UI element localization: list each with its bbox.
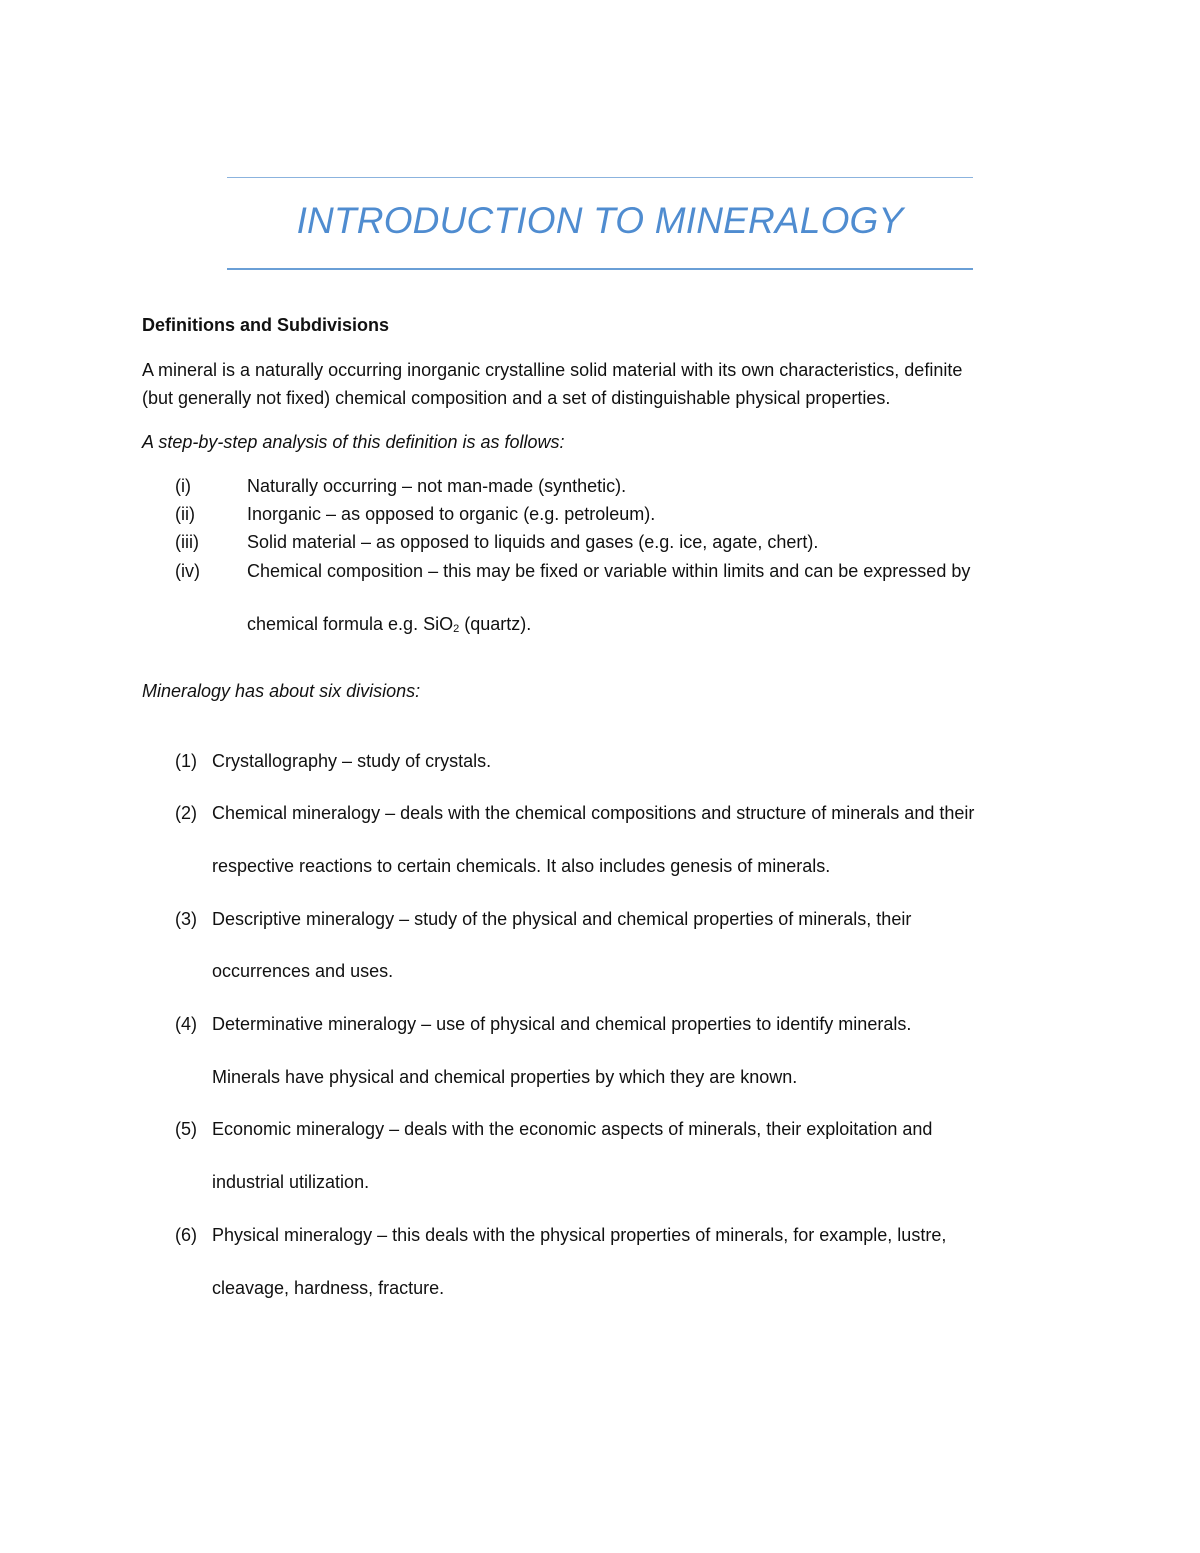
formula-suffix: (quartz). <box>459 614 532 634</box>
division-line: Crystallography – study of crystals. <box>212 751 492 771</box>
analysis-item-text: Chemical composition – this may be fixed or variable within limits and can be expressed by <box>247 561 971 581</box>
analysis-item-continuation <box>247 613 531 640</box>
analysis-item-label: (iii) <box>175 532 199 552</box>
division-label: (3) <box>175 909 197 929</box>
title-bottom-rule <box>227 268 973 270</box>
division-line: Determinative mineralogy – use of physical and chemical properties to identify minerals. <box>212 1014 912 1034</box>
divisions-intro: Mineralogy has about six divisions: <box>142 681 421 701</box>
division-label: (2) <box>175 803 197 823</box>
title-top-rule <box>227 177 973 178</box>
analysis-item-label: (iv) <box>175 561 200 581</box>
division-line-continued: respective reactions to certain chemicals. It also includes genesis of minerals. <box>212 856 831 876</box>
formula-subscript: 2 <box>453 623 460 635</box>
analysis-item-text: Solid material – as opposed to liquids and gases (e.g. ice, agate, chert). <box>247 532 819 552</box>
division-line-continued: occurrences and uses. <box>212 961 394 981</box>
section-heading: Definitions and Subdivisions <box>142 315 390 335</box>
division-label: (4) <box>175 1014 197 1034</box>
document-title: INTRODUCTION TO MINERALOGY <box>296 200 904 241</box>
division-line-continued: industrial utilization. <box>212 1172 370 1192</box>
division-line: Descriptive mineralogy – study of the physical and chemical properties of minerals, their <box>212 909 912 929</box>
analysis-item-text: Naturally occurring – not man-made (synthetic). <box>247 476 627 496</box>
division-label: (1) <box>175 751 197 771</box>
division-label: (5) <box>175 1119 197 1139</box>
definition-line-2: (but generally not fixed) chemical composition and a set of distinguishable physical properties. <box>142 388 891 408</box>
division-label: (6) <box>175 1225 197 1245</box>
definition-line-1: A mineral is a naturally occurring inorganic crystalline solid material with its own characteristics, definite <box>142 360 963 380</box>
analysis-item-label: (i) <box>175 476 191 496</box>
analysis-intro: A step-by-step analysis of this definition is as follows: <box>142 432 565 452</box>
division-line-continued: Minerals have physical and chemical properties by which they are known. <box>212 1067 798 1087</box>
formula-text: chemical formula e.g. SiO <box>247 614 454 634</box>
division-line: Chemical mineralogy – deals with the chemical compositions and structure of minerals and their <box>212 803 975 823</box>
analysis-item-label: (ii) <box>175 504 195 524</box>
division-line-continued: cleavage, hardness, fracture. <box>212 1278 445 1298</box>
division-line: Economic mineralogy – deals with the economic aspects of minerals, their exploitation and <box>212 1119 933 1139</box>
division-line: Physical mineralogy – this deals with the physical properties of minerals, for example, lustre, <box>212 1225 947 1245</box>
analysis-item-text: Inorganic – as opposed to organic (e.g. petroleum). <box>247 504 656 524</box>
